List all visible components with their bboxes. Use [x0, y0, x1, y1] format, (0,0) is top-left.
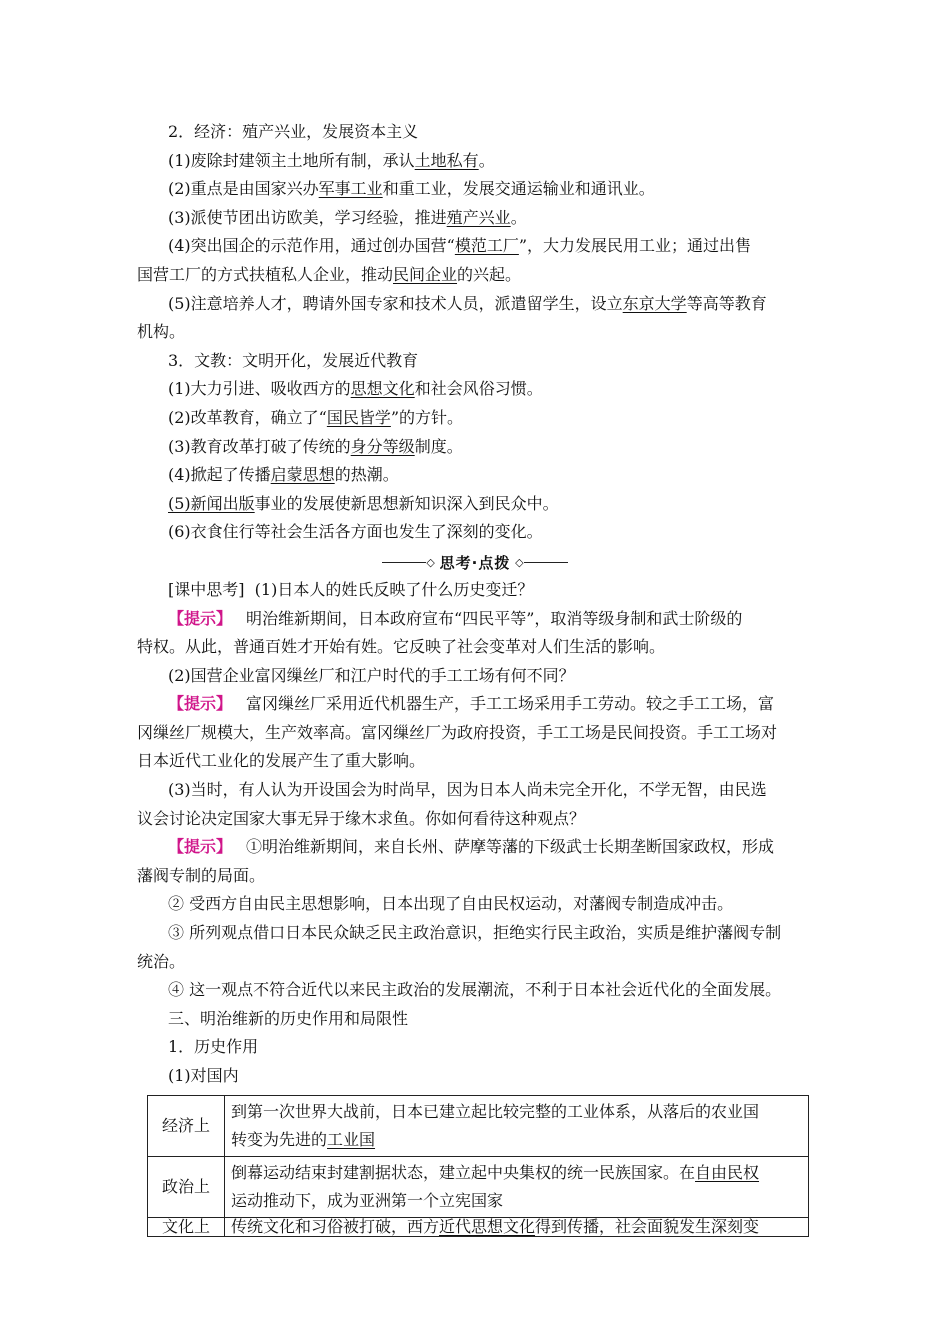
- think-answer-3: 【提示】 ①明治维新期间，来自长州、萨摩等藩的下级武士长期垄断国家政权，形成: [168, 837, 775, 857]
- diamond-icon: ◇: [515, 555, 524, 569]
- think-question-3: (3)当时，有人认为开设国会为时尚早，因为日本人尚未完全开化，不学无智，由民选: [168, 780, 767, 800]
- row-header: 文化上: [148, 1217, 225, 1236]
- blank-answer: 自由民权: [695, 1162, 760, 1182]
- row-content: 传统文化和习俗被打破，西方近代思想文化得到传播，社会面貌发生深刻变: [225, 1217, 809, 1236]
- econ-item-1: (1)废除封建领主土地所有制，承认土地私有。: [168, 150, 495, 170]
- tip-label: 【提示】: [168, 837, 233, 857]
- table-row: [148, 1217, 809, 1236]
- divider-line-left: [382, 562, 426, 563]
- row-header: 经济上: [148, 1095, 225, 1156]
- think-question-3-cont: 议会讨论决定国家大事无异于缘木求鱼。你如何看待这种观点？: [137, 808, 586, 828]
- think-question-1: [课中思考] (1)日本人的姓氏反映了什么历史变迁？: [168, 579, 534, 599]
- impact-table: [147, 1095, 809, 1237]
- document-page: [137, 118, 813, 1237]
- culture-item-6: (6)衣食住行等社会生活各方面也发生了深刻的变化。: [168, 522, 543, 542]
- think-answer-2-cont: 日本近代工业化的发展产生了重大影响。: [137, 751, 426, 771]
- think-question-2: (2)国营企业富冈缫丝厂和江户时代的手工工场有何不同？: [168, 665, 575, 685]
- econ-item-5: (5)注意培养人才，聘请外国专家和技术人员，派遣留学生，设立东京大学等高等教育: [168, 293, 767, 313]
- culture-item-4: (4)掀起了传播启蒙思想的热潮。: [168, 465, 399, 485]
- think-answer-3-point-3-cont: 统治。: [137, 951, 186, 971]
- row-header: 政治上: [148, 1156, 225, 1217]
- culture-item-5: (5)新闻出版事业的发展使新思想新知识深入到民众中。: [168, 493, 559, 513]
- section-3-sub-1: 1．历史作用: [168, 1037, 259, 1057]
- divider-title: 思考·点拨: [439, 553, 511, 572]
- blank-answer: 近代思想文化: [439, 1216, 536, 1236]
- blank-answer: 启蒙思想: [270, 465, 335, 485]
- think-answer-2: 【提示】 富冈缫丝厂采用近代机器生产，手工工场采用手工劳动。较之手工工场，富: [168, 694, 775, 714]
- think-answer-1: 【提示】 明治维新期间，日本政府宣布“四民平等”，取消等级身制和武士阶级的: [168, 608, 743, 628]
- blank-answer: 殖产兴业: [446, 207, 511, 227]
- blank-answer: 工业国: [327, 1129, 376, 1149]
- culture-heading: 3．文教：文明开化，发展近代教育: [168, 350, 419, 370]
- blank-answer: 身分等级: [350, 436, 415, 456]
- blank-answer: 土地私有: [414, 150, 479, 170]
- think-answer-3-cont: 藩阀专制的局面。: [137, 865, 266, 885]
- blank-answer: 国民皆学: [326, 407, 391, 427]
- divider-line-right: [524, 562, 568, 563]
- econ-item-2: (2)重点是由国家兴办军事工业和重工业，发展交通运输业和通讯业。: [168, 179, 655, 199]
- row-content: 到第一次世界大战前，日本已建立起比较完整的工业体系，从落后的农业国 转变为先进的工业国: [225, 1095, 809, 1156]
- section-3-sub-1-1: (1)对国内: [168, 1066, 239, 1085]
- econ-heading: 2．经济：殖产兴业，发展资本主义: [168, 122, 419, 141]
- econ-item-4: (4)突出国企的示范作用，通过创办国营“模范工厂”，大力发展民用工业；通过出售: [168, 236, 752, 256]
- blank-answer: (5)新闻出版: [168, 493, 255, 513]
- blank-answer: 思想文化: [350, 379, 415, 399]
- econ-item-4-cont: 国营工厂的方式扶植私人企业，推动民间企业的兴起。: [137, 264, 522, 284]
- tip-label: 【提示】: [168, 694, 233, 714]
- think-answer-3-point-2: ② 受西方自由民主思想影响，日本出现了自由民权运动，对藩阀专制造成冲击。: [168, 894, 734, 914]
- blank-answer: 模范工厂: [454, 236, 519, 256]
- blank-answer: 东京大学: [622, 293, 687, 313]
- row-content: 倒幕运动结束封建割据状态，建立起中央集权的统一民族国家。在自由民权 运动推动下，成为亚洲第一个立宪国家: [225, 1156, 809, 1217]
- diamond-icon: ◇: [426, 555, 435, 569]
- blank-answer: 军事工业: [318, 179, 383, 199]
- tip-label: 【提示】: [168, 608, 233, 628]
- section-divider: [137, 550, 813, 575]
- think-answer-1-cont: 特权。从此，普通百姓才开始有姓。它反映了社会变革对人们生活的影响。: [137, 637, 666, 657]
- culture-item-1: (1)大力引进、吸收西方的思想文化和社会风俗习惯。: [168, 379, 543, 399]
- blank-answer: 民间企业: [393, 264, 458, 284]
- think-answer-3-point-3: ③ 所列观点借口日本民众缺乏民主政治意识，拒绝实行民主政治，实质是维护藩阀专制: [168, 923, 782, 943]
- think-answer-2-cont: 冈缫丝厂规模大，生产效率高。富冈缫丝厂为政府投资，手工工场是民间投资。手工工场对: [137, 722, 778, 742]
- culture-item-3: (3)教育改革打破了传统的身分等级制度。: [168, 436, 463, 456]
- econ-item-5-cont: 机构。: [137, 322, 186, 342]
- econ-item-3: (3)派使节团出访欧美，学习经验，推进殖产兴业。: [168, 207, 527, 227]
- culture-item-2: (2)改革教育，确立了“国民皆学”的方针。: [168, 407, 464, 427]
- think-answer-3-point-4: ④ 这一观点不符合近代以来民主政治的发展潮流，不利于日本社会近代化的全面发展。: [168, 980, 782, 1000]
- table-row: [148, 1095, 809, 1156]
- table-row: [148, 1156, 809, 1217]
- section-3-heading: 三、明治维新的历史作用和局限性: [168, 1008, 409, 1028]
